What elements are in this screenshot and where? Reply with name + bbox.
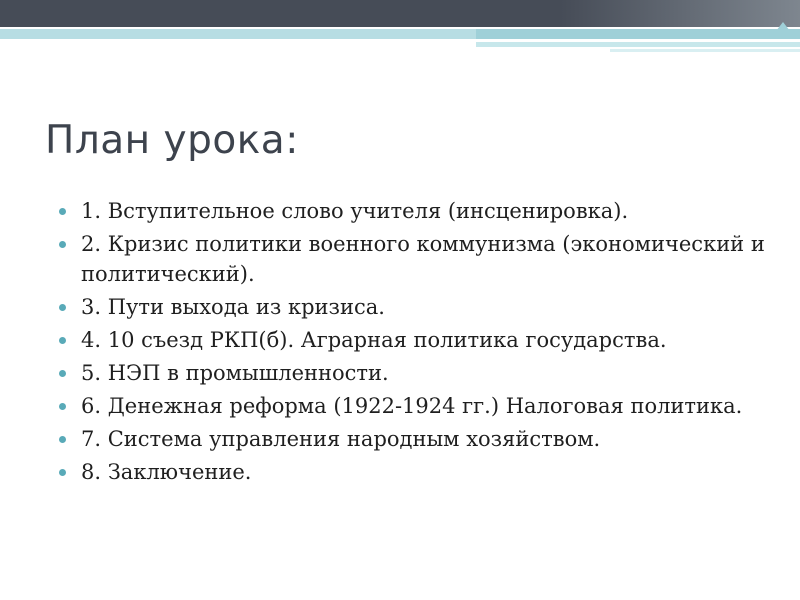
bullet-dot-icon — [59, 469, 66, 476]
list-item-text: 7. Система управления народным хозяйством. — [81, 427, 601, 451]
corner-arrow-icon — [776, 22, 790, 31]
list-item-text: 8. Заключение. — [81, 460, 252, 484]
bullet-dot-icon — [59, 370, 66, 377]
list-item — [57, 391, 767, 421]
list-item-text: 5. НЭП в промышленности. — [81, 361, 389, 385]
list-item — [57, 229, 767, 289]
list-item — [57, 292, 767, 322]
teal-accent-strip-secondary — [476, 42, 800, 47]
list-item — [57, 457, 767, 487]
list-item-text: 1. Вступительное слово учителя (инсценировка). — [81, 199, 629, 223]
bullet-dot-icon — [59, 208, 66, 215]
list-item — [57, 196, 767, 226]
bullet-dot-icon — [59, 241, 66, 248]
bullet-dot-icon — [59, 436, 66, 443]
list-item — [57, 358, 767, 388]
bullet-dot-icon — [59, 403, 66, 410]
slide-title: План урока: — [45, 118, 299, 163]
bullet-dot-icon — [59, 304, 66, 311]
list-item — [57, 424, 767, 454]
header-gradient — [560, 0, 800, 27]
list-item-text: 2. Кризис политики военного коммунизма (экономический и политический). — [81, 232, 765, 286]
teal-accent-strip-tertiary — [610, 49, 800, 52]
list-item — [57, 325, 767, 355]
bullet-dot-icon — [59, 337, 66, 344]
list-item-text: 6. Денежная реформа (1922-1924 гг.) Налоговая политика. — [81, 394, 743, 418]
lesson-plan-list — [57, 196, 767, 490]
list-item-text: 4. 10 съезд РКП(б). Аграрная политика государства. — [81, 328, 667, 352]
teal-accent-strip — [476, 29, 800, 39]
list-item-text: 3. Пути выхода из кризиса. — [81, 295, 385, 319]
